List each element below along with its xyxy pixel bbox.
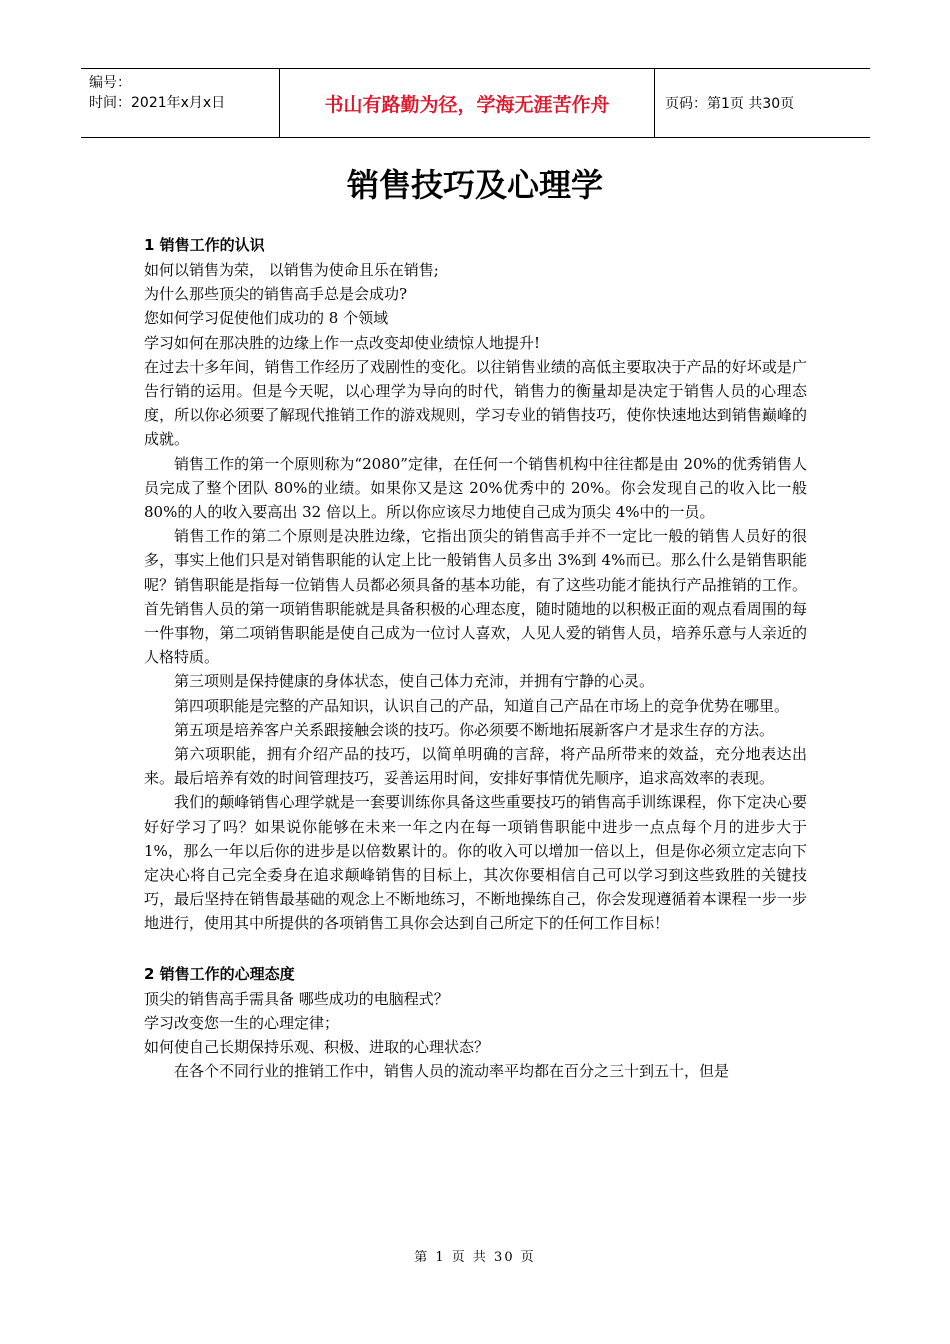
- page-header: [81, 68, 870, 138]
- section-1-paragraph: 我们的颠峰销售心理学就是一套要训练你具备这些重要技巧的销售高手训练课程，你下定决心要好好学习了吗？如果说你能够在未来一年之内在每一项销售职能中进步一点点每个月的进步大于 1%，那么一年以后你的进步是以倍数累计的。你的收入可以增加一倍以上，但是你必须立定志向下定决心将自己完全委身在追求颠峰销售的目标上，其次你要相信自己可以学习到这些致胜的关键技巧，最后坚持在销售最基础的观念上不断地练习，不断地操练自己，你会发现遵循着本课程一步一步地进行，使用其中所提供的各项销售工具你会达到自己所定下的任何工作目标！: [144, 793, 807, 933]
- section-1-paragraph: 第五项是培养客户关系跟接触会谈的技巧。你必须要不断地拓展新客户才是求生存的方法。: [174, 720, 775, 739]
- header-motto: 书山有路勤为径，学海无涯苦作舟: [280, 69, 655, 137]
- section-1-paragraph: 销售工作的第二个原则是决胜边缘，它指出顶尖的销售高手并不一定比一般的销售人员好的很多，事实上他们只是对销售职能的认定上比一般销售人员多出 3%到 4%而已。那么什么是销售职能呢？销售职能是指每一位销售人员都必须具备的基本功能，有了这些功能才能执行产品推销的工作。首先销售人员的第一项销售职能就是具备积极的心理态度，随时随地的以积极正面的观点看周围的每一件事物，第二项销售职能是使自己成为一位讨人喜欢，人见人爱的销售人员，培养乐意与人亲近的人格特质。: [144, 527, 807, 667]
- section-1-line: 学习如何在那决胜的边缘上作一点改变却使业绩惊人地提升!: [144, 333, 541, 352]
- section-2-paragraph: 在各个不同行业的推销工作中，销售人员的流动率平均都在百分之三十到五十，但是: [174, 1062, 730, 1081]
- section-1-heading: 1 销售工作的认识: [144, 236, 265, 254]
- section-1-paragraph: 在过去十多年间，销售工作经历了戏剧性的变化。以往销售业绩的高低主要取决于产品的好坏或是广告行销的运用。但是今天呢，以心理学为导向的时代，销售力的衡量却是决定于销售人员的心理态度，所以你必须要了解现代推销工作的游戏规则，学习专业的销售技巧，使你快速地达到销售巅峰的成就。: [144, 357, 807, 449]
- section-1-line: 您如何学习促使他们成功的 8 个领域: [144, 309, 389, 328]
- section-2-line: 学习改变您一生的心理定律；: [144, 1013, 340, 1032]
- page-footer: 第 1 页 共 30 页: [414, 1250, 536, 1265]
- section-1-line: 如何以销售为荣， 以销售为使命且乐在销售;: [144, 261, 439, 279]
- document-title: 销售技巧及心理学: [346, 166, 603, 204]
- doc-number-label: 编号：: [89, 75, 131, 91]
- section-1-paragraph: 销售工作的第一个原则称为“2080”定律，在任何一个销售机构中往往都是由 20%的优秀销售人员完成了整个团队 80%的业绩。如果你又是这 20%优秀中的 20%。你会发现自己的收入比一般 80%的人的收入要高出 32 倍以上。所以你应该尽力地使自己成为顶尖 4%中的一员。: [144, 454, 807, 522]
- section-spacer: [144, 936, 807, 961]
- document-body: [144, 232, 807, 1084]
- section-1-paragraph: 第四项职能是完整的产品知识，认识自己的产品，知道自己产品在市场上的竞争优势在哪里。: [174, 696, 790, 715]
- header-page-info: 页码：第1页 共30页: [665, 96, 795, 112]
- header-meta: [81, 69, 280, 137]
- doc-time-label: 时间：2021年x月x日: [89, 95, 226, 111]
- section-1-line: 为什么那些顶尖的销售高手总是会成功?: [144, 285, 408, 304]
- section-2-heading: 2 销售工作的心理态度: [144, 964, 295, 983]
- section-2-line: 如何使自己长期保持乐观、积极、进取的心理状态？: [144, 1038, 490, 1057]
- section-2-line: 顶尖的销售高手需具备 哪些成功的电脑程式？: [144, 989, 449, 1008]
- section-1-paragraph: 第六项职能，拥有介绍产品的技巧，以简单明确的言辞，将产品所带来的效益，充分地表达出来。最后培养有效的时间管理技巧，妥善运用时间，安排好事情优先顺序，追求高效率的表现。: [144, 745, 807, 788]
- section-1-paragraph: 第三项则是保持健康的身体状态，使自己体力充沛，并拥有宁静的心灵。: [174, 672, 655, 691]
